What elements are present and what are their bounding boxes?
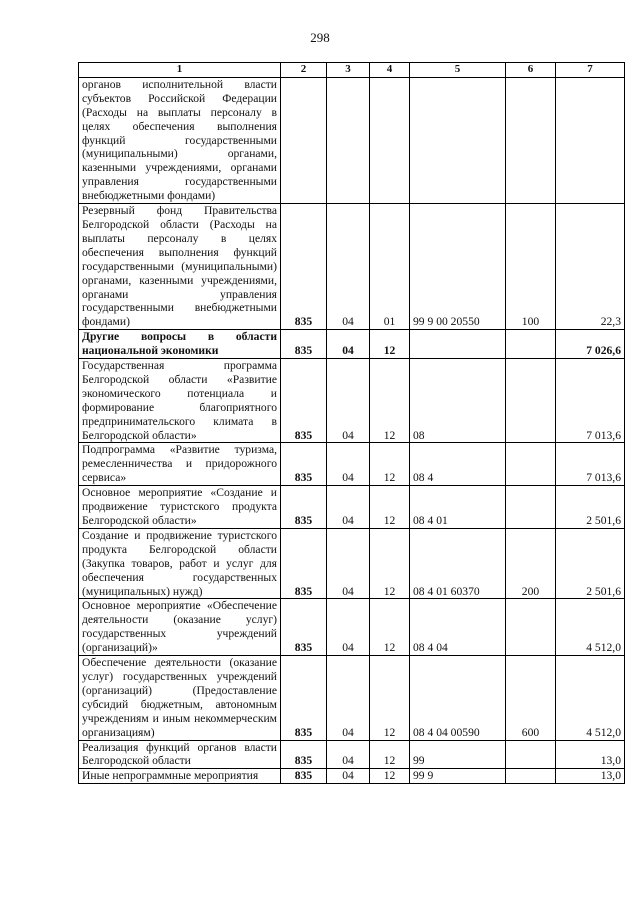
- section-cell: 04: [327, 204, 370, 330]
- header-col-1: 1: [79, 63, 281, 78]
- subsection-cell: 12: [370, 330, 410, 359]
- budget-table: [78, 62, 625, 784]
- item-name-cell: Государственная программа Белгородской области «Развитие экономического потенциала и формирование благоприятного предпринимательского климата в Белгородской области»: [79, 359, 281, 443]
- expense-type-cell: [506, 740, 556, 769]
- expense-type-cell: 200: [506, 528, 556, 599]
- admin-code-cell: [281, 77, 327, 203]
- section-cell: 04: [327, 599, 370, 656]
- target-article-cell: 99 9: [410, 769, 506, 784]
- target-article-cell: 08 4: [410, 443, 506, 486]
- admin-code-cell: 835: [281, 486, 327, 529]
- expense-type-cell: [506, 443, 556, 486]
- table-row: [79, 204, 625, 330]
- section-cell: 04: [327, 528, 370, 599]
- target-article-cell: 08 4 01: [410, 486, 506, 529]
- table-row: [79, 330, 625, 359]
- table-row: [79, 486, 625, 529]
- header-col-4: 4: [370, 63, 410, 78]
- amount-cell: 13,0: [556, 740, 625, 769]
- section-cell: 04: [327, 486, 370, 529]
- amount-cell: 7 013,6: [556, 359, 625, 443]
- amount-cell: 4 512,0: [556, 656, 625, 740]
- section-cell: 04: [327, 769, 370, 784]
- section-cell: 04: [327, 330, 370, 359]
- table-row: [79, 599, 625, 656]
- amount-cell: [556, 77, 625, 203]
- admin-code-cell: 835: [281, 656, 327, 740]
- subsection-cell: 12: [370, 769, 410, 784]
- item-name-cell: органов исполнительной власти субъектов Российской Федерации (Расходы на выплаты персоналу в целях обеспечения выполнения функций государственными (муниципальными) органами, казенными учреждениями, органами управления государственными внебюджетными фондами): [79, 77, 281, 203]
- item-name-cell: Иные непрограммные мероприятия: [79, 769, 281, 784]
- section-cell: 04: [327, 359, 370, 443]
- admin-code-cell: 835: [281, 599, 327, 656]
- amount-cell: 7 013,6: [556, 443, 625, 486]
- admin-code-cell: 835: [281, 769, 327, 784]
- table-row: [79, 77, 625, 203]
- target-article-cell: 08 4 01 60370: [410, 528, 506, 599]
- amount-cell: 2 501,6: [556, 528, 625, 599]
- subsection-cell: 01: [370, 204, 410, 330]
- item-name-cell: Создание и продвижение туристского продукта Белгородской области (Закупка товаров, работ и услуг для обеспечения государственных (муниципальных) нужд): [79, 528, 281, 599]
- item-name-cell: Обеспечение деятельности (оказание услуг) государственных учреждений (организаций) (Предоставление субсидий бюджетным, автономным учреждениям и иным некоммерческим организациям): [79, 656, 281, 740]
- subsection-cell: 12: [370, 443, 410, 486]
- admin-code-cell: 835: [281, 359, 327, 443]
- item-name-cell: Резервный фонд Правительства Белгородской области (Расходы на выплаты персоналу в целях обеспечения выполнения функций государственными (муниципальными) органами, казенными учреждениями, органами управления государственными внебюджетными фондами): [79, 204, 281, 330]
- table-row: [79, 359, 625, 443]
- subsection-cell: 12: [370, 486, 410, 529]
- header-col-6: 6: [506, 63, 556, 78]
- expense-type-cell: [506, 769, 556, 784]
- target-article-cell: [410, 330, 506, 359]
- target-article-cell: 08: [410, 359, 506, 443]
- admin-code-cell: 835: [281, 330, 327, 359]
- item-name-cell: Основное мероприятие «Создание и продвижение туристского продукта Белгородской области»: [79, 486, 281, 529]
- item-name-cell: Другие вопросы в области национальной экономики: [79, 330, 281, 359]
- header-col-2: 2: [281, 63, 327, 78]
- target-article-cell: 08 4 04 00590: [410, 656, 506, 740]
- header-col-3: 3: [327, 63, 370, 78]
- subsection-cell: 12: [370, 599, 410, 656]
- table-row: [79, 528, 625, 599]
- admin-code-cell: 835: [281, 443, 327, 486]
- subsection-cell: 12: [370, 656, 410, 740]
- expense-type-cell: [506, 486, 556, 529]
- header-col-7: 7: [556, 63, 625, 78]
- subsection-cell: 12: [370, 359, 410, 443]
- table-row: [79, 769, 625, 784]
- item-name-cell: Основное мероприятие «Обеспечение деятельности (оказание услуг) государственных учреждений (организаций)»: [79, 599, 281, 656]
- target-article-cell: 99: [410, 740, 506, 769]
- subsection-cell: 12: [370, 740, 410, 769]
- section-cell: [327, 77, 370, 203]
- amount-cell: 4 512,0: [556, 599, 625, 656]
- expense-type-cell: 100: [506, 204, 556, 330]
- expense-type-cell: [506, 599, 556, 656]
- admin-code-cell: 835: [281, 740, 327, 769]
- target-article-cell: [410, 77, 506, 203]
- amount-cell: 7 026,6: [556, 330, 625, 359]
- amount-cell: 13,0: [556, 769, 625, 784]
- target-article-cell: 08 4 04: [410, 599, 506, 656]
- section-cell: 04: [327, 740, 370, 769]
- table-row: [79, 443, 625, 486]
- target-article-cell: 99 9 00 20550: [410, 204, 506, 330]
- table-row: [79, 740, 625, 769]
- expense-type-cell: [506, 330, 556, 359]
- expense-type-cell: [506, 77, 556, 203]
- amount-cell: 22,3: [556, 204, 625, 330]
- header-row: [79, 63, 625, 78]
- expense-type-cell: [506, 359, 556, 443]
- table-row: [79, 656, 625, 740]
- section-cell: 04: [327, 656, 370, 740]
- amount-cell: 2 501,6: [556, 486, 625, 529]
- expense-type-cell: 600: [506, 656, 556, 740]
- admin-code-cell: 835: [281, 204, 327, 330]
- section-cell: 04: [327, 443, 370, 486]
- header-col-5: 5: [410, 63, 506, 78]
- item-name-cell: Реализация функций органов власти Белгородской области: [79, 740, 281, 769]
- item-name-cell: Подпрограмма «Развитие туризма, ремесленничества и придорожного сервиса»: [79, 443, 281, 486]
- subsection-cell: 12: [370, 528, 410, 599]
- page-number: 298: [310, 30, 330, 45]
- admin-code-cell: 835: [281, 528, 327, 599]
- subsection-cell: [370, 77, 410, 203]
